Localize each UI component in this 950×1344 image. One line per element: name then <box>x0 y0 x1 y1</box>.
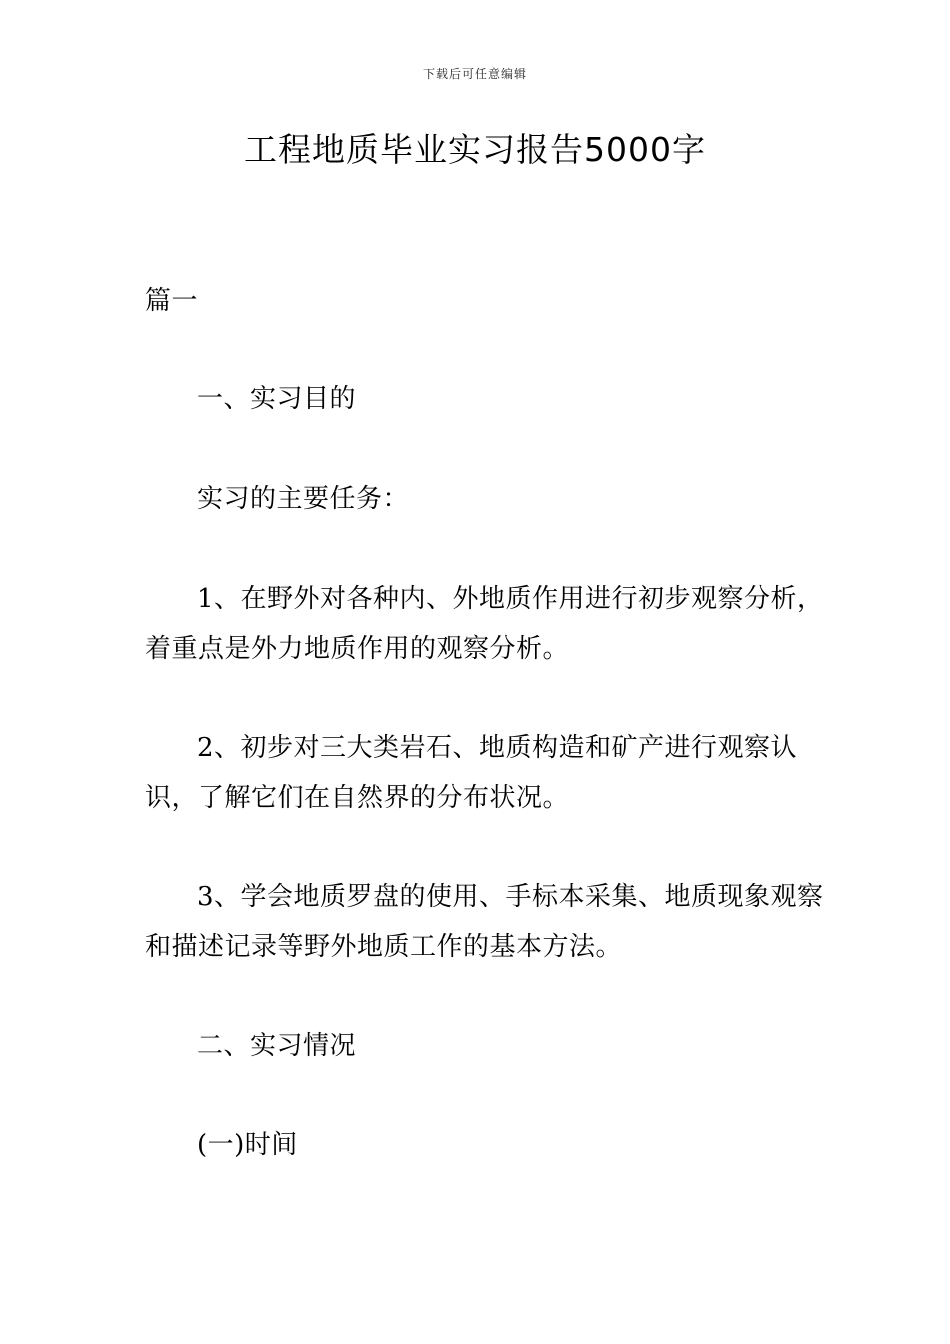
part-label: 篇一 <box>145 286 199 316</box>
tasks-intro: 实习的主要任务： <box>197 484 410 514</box>
section-heading-purpose: 一、实习目的 <box>197 384 357 414</box>
document-title: 工程地质毕业实习报告5000字 <box>244 130 706 169</box>
task-item-1: 1、在野外对各种内、外地质作用进行初步观察分析，着重点是外力地质作用的观察分析。 <box>145 584 824 664</box>
section-heading-situation: 二、实习情况 <box>197 1031 357 1061</box>
task-item-2: 2、初步对三大类岩石、地质构造和矿产进行观察认识，了解它们在自然界的分布状况。 <box>145 733 798 813</box>
header-note: 下载后可任意编辑 <box>422 67 527 81</box>
sub-heading-time: (一)时间 <box>197 1130 298 1160</box>
task-item-3: 3、学会地质罗盘的使用、手标本采集、地质现象观察和描述记录等野外地质工作的基本方法。 <box>145 882 824 962</box>
